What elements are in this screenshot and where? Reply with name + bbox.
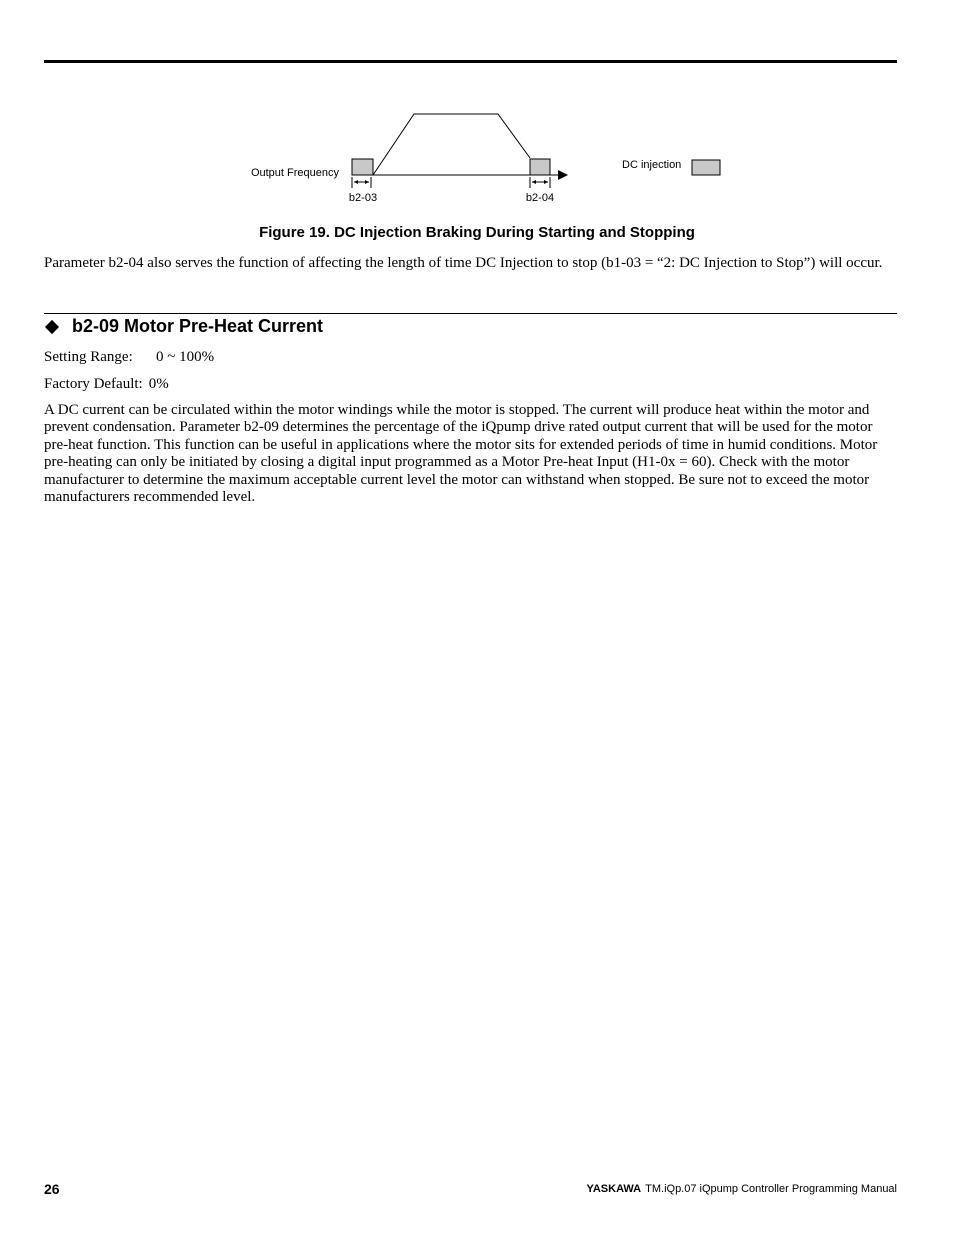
dc-injection-start-block <box>352 159 373 175</box>
setting-range <box>44 349 214 366</box>
b2-03-label: b2-03 <box>348 192 378 204</box>
top-rule <box>44 60 897 63</box>
frequency-profile <box>373 114 530 175</box>
time-axis-arrow <box>558 170 568 180</box>
setting-range-value: 0 ~ 100% <box>156 349 215 365</box>
dc-injection-stop-block <box>530 159 550 175</box>
factory-default-value: 0% <box>148 376 169 392</box>
setting-range-label: Setting Range: <box>44 349 133 365</box>
factory-default-label: Factory Default: <box>44 376 143 392</box>
factory-default <box>44 376 169 393</box>
legend-swatch <box>692 160 720 175</box>
output-frequency-label: Output Frequency <box>250 167 339 179</box>
footer-title <box>587 1183 897 1195</box>
legend-label: DC injection <box>622 159 682 171</box>
page-number: 26 <box>44 1181 60 1197</box>
section-heading <box>44 316 323 337</box>
intro-paragraph: Parameter b2-04 also serves the function of affecting the length of time DC Injection to stop (b1-03 = “2: DC Injection to Stop”) will occur. <box>44 255 883 271</box>
figure-caption: Figure 19. DC Injection Braking During Starting and Stopping <box>259 224 695 241</box>
brand-name: YASKAWA <box>586 1183 642 1195</box>
diamond-bullet-icon <box>45 319 59 333</box>
section-rule <box>44 313 897 314</box>
dc-injection-diagram <box>0 100 954 210</box>
section-body: A DC current can be circulated within the motor windings while the motor is stopped. The current will produce heat within the motor and prevent condensation. Parameter b2-09 determines the percentage of the iQpump drive rated output current that will be used for the motor pre-heat function. This function can be useful in applications where the motor sits for extended periods of time in humid conditions. Motor pre-heating can only be initiated by closing a digital input programmed as a Motor Pre-heat Input (H1-0x = 60). Check with the motor manufacturer to determine the maximum acceptable current level the motor can withstand when stopped. Be sure not to exceed the motor manufacturers recommended level. <box>44 402 878 506</box>
manual-title: TM.iQp.07 iQpump Controller Programming Manual <box>645 1183 897 1195</box>
section-title: b2-09 Motor Pre-Heat Current <box>72 316 324 336</box>
b2-04-label: b2-04 <box>525 192 555 204</box>
